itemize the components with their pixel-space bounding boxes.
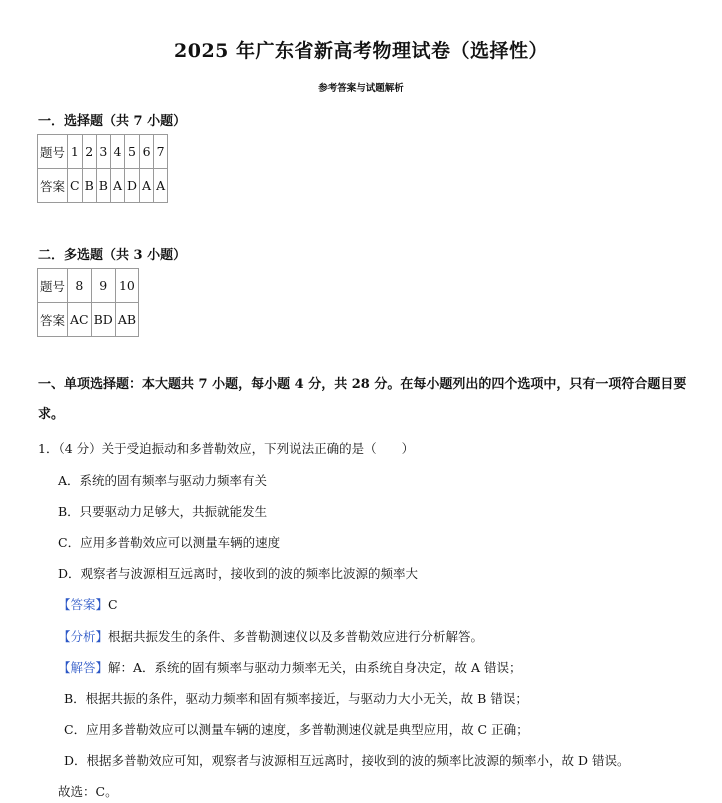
section1-answer-table: [37, 134, 168, 203]
number-cell: 8: [68, 269, 92, 303]
section2-heading: 二．多选题（共 3 小题）: [38, 248, 187, 263]
solution-step-d: D．根据多普勒效应可知，观察者与波源相互远离时，接收到的波的频率比波源的频率小，故 D 错误。: [64, 753, 630, 768]
number-cell: 10: [115, 269, 138, 303]
section2-answer-table: [37, 268, 139, 337]
solution-tag: 【解答】: [58, 660, 109, 675]
number-header-cell: 题号: [38, 135, 68, 169]
solution-text: 解：A．系统的固有频率与驱动力频率无关，由系统自身决定，故 A 错误；: [108, 660, 522, 675]
answer-cell: A: [140, 169, 154, 203]
answer-tag: 【答案】: [58, 597, 109, 612]
document-subtitle: 参考答案与试题解析: [318, 83, 404, 94]
number-cell: 6: [140, 135, 154, 169]
number-cell: 3: [96, 135, 110, 169]
option-a: A．系统的固有频率与驱动力频率有关: [58, 473, 268, 488]
document-title: 2025 年广东省新高考物理试卷（选择性）: [174, 40, 548, 62]
answer-header-cell: 答案: [38, 169, 68, 203]
answer-cell: A: [110, 169, 124, 203]
section2-number-row: [38, 269, 139, 303]
answer-value: C: [108, 597, 118, 612]
analysis-line: [58, 627, 483, 645]
answer-cell: C: [68, 169, 83, 203]
answer-cell: AB: [115, 303, 138, 337]
answer-cell: B: [96, 169, 110, 203]
section1-heading: 一．选择题（共 7 小题）: [38, 114, 187, 129]
solution-line: [58, 658, 522, 676]
answer-cell: A: [154, 169, 168, 203]
section1-number-row: [38, 135, 168, 169]
option-b: B．只要驱动力足够大，共振就能发生: [58, 504, 268, 519]
number-cell: 4: [110, 135, 124, 169]
number-header-cell: 题号: [38, 269, 68, 303]
option-c: C．应用多普勒效应可以测量车辆的速度: [58, 535, 281, 550]
option-d: D．观察者与波源相互远离时，接收到的波的频率比波源的频率大: [58, 566, 419, 581]
section1-answer-row: [38, 169, 168, 203]
number-cell: 2: [82, 135, 96, 169]
answer-cell: D: [125, 169, 140, 203]
section2-answer-row: [38, 303, 139, 337]
number-cell: 9: [91, 269, 115, 303]
question-stem: 1．（4 分）关于受迫振动和多普勒效应，下列说法正确的是（ ）: [38, 441, 415, 456]
conclusion: 故选：C。: [58, 784, 118, 799]
number-cell: 1: [68, 135, 83, 169]
answer-header-cell: 答案: [38, 303, 68, 337]
solution-step-c: C．应用多普勒效应可以测量车辆的速度，多普勒测速仪就是典型应用，故 C 正确；: [64, 722, 529, 737]
answer-cell: BD: [91, 303, 115, 337]
analysis-text: 根据共振发生的条件、多普勒测速仪以及多普勒效应进行分析解答。: [108, 629, 484, 644]
answer-cell: AC: [68, 303, 92, 337]
solution-step-b: B．根据共振的条件，驱动力频率和固有频率接近，与驱动力大小无关，故 B 错误；: [64, 691, 528, 706]
number-cell: 7: [154, 135, 168, 169]
answer-cell: B: [82, 169, 96, 203]
analysis-tag: 【分析】: [58, 629, 109, 644]
answer-line: [58, 595, 118, 613]
number-cell: 5: [125, 135, 140, 169]
part-heading: 一、单项选择题：本大题共 7 小题，每小题 4 分，共 28 分。在每小题列出的四个选项中，只有一项符合题目要求。: [38, 377, 687, 422]
